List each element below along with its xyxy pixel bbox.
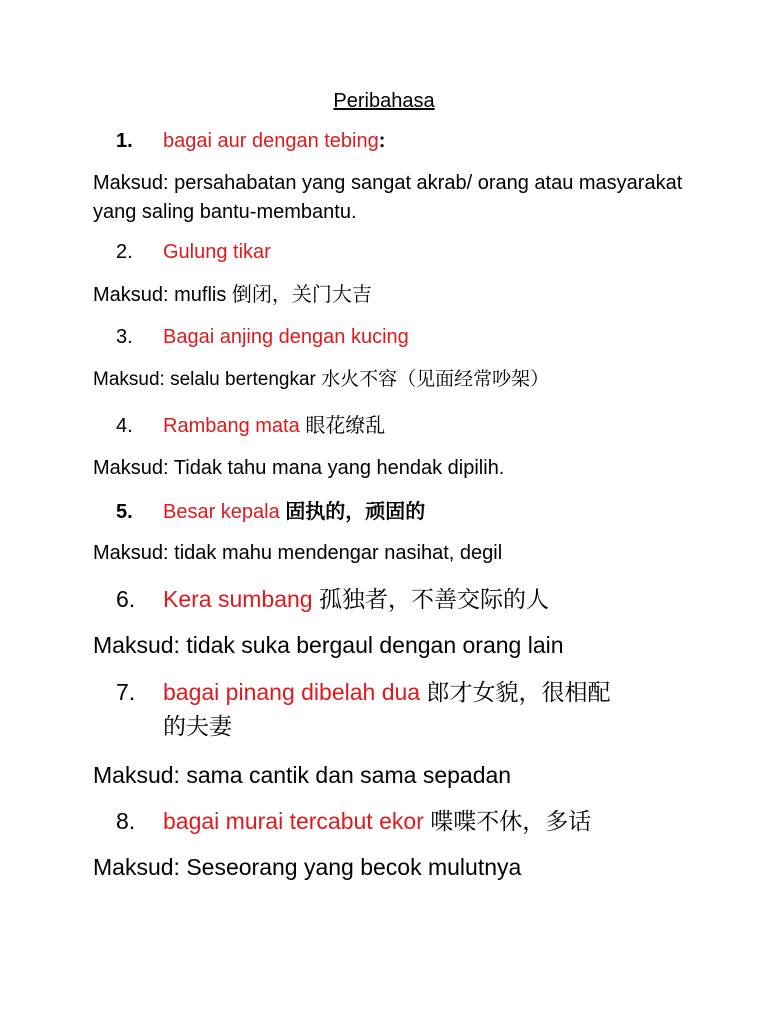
proverb-phrase: Bagai anjing dengan kucing bbox=[163, 326, 409, 348]
proverb-phrase: Kera sumbang bbox=[163, 586, 313, 612]
item-number: 2. bbox=[116, 241, 133, 263]
proverb-phrase: bagai pinang dibelah dua bbox=[163, 679, 421, 705]
proverb-meaning-7: Maksud: sama cantik dan sama sepadan bbox=[93, 762, 512, 788]
proverb-chinese: 眼花缭乱 bbox=[305, 413, 386, 437]
proverb-item-8 bbox=[116, 805, 676, 838]
proverb-chinese: 孤独者，不善交际的人 bbox=[318, 587, 549, 613]
proverb-phrase: Gulung tikar bbox=[163, 241, 271, 263]
proverb-chinese-continued: 的夫妻 bbox=[163, 714, 232, 740]
proverb-item-7 bbox=[116, 676, 686, 743]
item-number: 5. bbox=[116, 501, 133, 523]
proverb-phrase: bagai aur dengan tebing bbox=[163, 130, 379, 152]
proverb-phrase: bagai murai tercabut ekor bbox=[163, 808, 424, 834]
proverb-colon: : bbox=[378, 130, 386, 152]
proverb-item-3 bbox=[116, 324, 676, 350]
item-number: 8. bbox=[116, 808, 136, 834]
proverb-item-5 bbox=[116, 498, 676, 525]
proverb-chinese: 郎才女貌，很相配 bbox=[426, 680, 611, 706]
proverb-chinese: 固执的，顽固的 bbox=[285, 499, 426, 523]
item-number: 4. bbox=[116, 415, 133, 437]
proverb-item-6 bbox=[116, 583, 676, 616]
proverb-meaning-6: Maksud: tidak suka bergaul dengan orang lain bbox=[93, 632, 564, 658]
page-title: Peribahasa bbox=[333, 90, 435, 112]
item-number: 6. bbox=[116, 586, 136, 612]
proverb-meaning-1: Maksud: persahabatan yang sangat akrab/ orang atau masyarakat yang saling bantu-membantu. bbox=[93, 172, 683, 223]
proverb-meaning-3: Maksud: selalu bertengkar 水火不容（见面经常吵架） bbox=[93, 369, 550, 390]
item-number: 3. bbox=[116, 326, 133, 348]
proverb-phrase: Rambang mata bbox=[163, 415, 300, 437]
proverb-phrase: Besar kepala bbox=[163, 501, 280, 523]
proverb-item-1 bbox=[116, 128, 676, 154]
proverb-item-4 bbox=[116, 412, 676, 439]
proverb-meaning-5: Maksud: tidak mahu mendengar nasihat, degil bbox=[93, 542, 503, 564]
proverb-meaning-4: Maksud: Tidak tahu mana yang hendak dipilih. bbox=[93, 457, 505, 479]
proverb-item-2 bbox=[116, 239, 676, 265]
proverb-chinese: 喋喋不休，多话 bbox=[430, 809, 592, 835]
item-number: 1. bbox=[116, 130, 133, 152]
proverb-meaning-2: Maksud: muflis 倒闭，关门大吉 bbox=[93, 284, 372, 306]
proverb-meaning-8: Maksud: Seseorang yang becok mulutnya bbox=[93, 854, 522, 880]
item-number: 7. bbox=[116, 679, 136, 705]
